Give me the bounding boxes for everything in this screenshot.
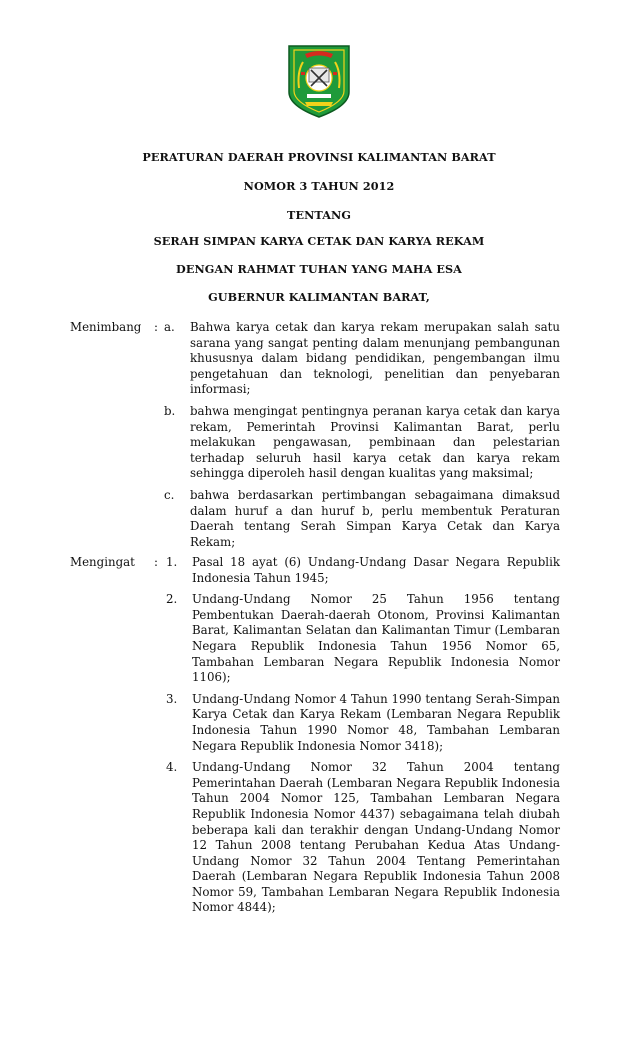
- regulation-number: NOMOR 3 TAHUN 2012: [243, 179, 395, 193]
- regulation-title: PERATURAN DAERAH PROVINSI KALIMANTAN BARAT: [142, 150, 496, 164]
- item-marker: c.: [164, 487, 175, 502]
- item-text: Undang-Undang Nomor 4 Tahun 1990 tentang Serah-Simpan Karya Cetak dan Karya Rekam (Lembaran Negara Republik Indonesia Tahun 1990 Nomor 48, Tambahan Lembaran Negara Republik Indonesia Nomor 3418);: [192, 691, 560, 753]
- regulation-subject: SERAH SIMPAN KARYA CETAK DAN KARYA REKAM: [153, 234, 485, 248]
- list-item: [166, 692, 560, 754]
- item-marker: 1.: [166, 555, 178, 569]
- list-item: [166, 555, 560, 586]
- item-marker: 2.: [166, 592, 178, 607]
- issuer: GUBERNUR KALIMANTAN BARAT,: [208, 290, 430, 304]
- list-item: [164, 404, 560, 482]
- menimbang-label: Menimbang: [70, 320, 142, 334]
- list-item: [166, 592, 560, 686]
- item-marker: a.: [164, 320, 175, 334]
- invocation: DENGAN RAHMAT TUHAN YANG MAHA ESA: [176, 262, 462, 276]
- item-marker: b.: [164, 403, 176, 418]
- mengingat-colon: :: [154, 555, 158, 569]
- regulation-about: TENTANG: [287, 208, 351, 222]
- item-text: Pasal 18 ayat (6) Undang-Undang Dasar Negara Republik Indonesia Tahun 1945;: [192, 555, 560, 585]
- item-text: Undang-Undang Nomor 32 Tahun 2004 tentang Pemerintahan Daerah (Lembaran Negara Republik Indonesia Tahun 2004 Nomor 125, Tambahan Lembaran Negara Republik Indonesia Nomor 4437) sebagaimana telah diubah beberapa kali dan terakhir dengan Undang-Undang Nomor 12 Tahun 2008 tentang Perubahan Kedua Atas Undang-Undang Nomor 32 Tahun 2004 Tentang Pemerintahan Daerah (Lembaran Negara Republik Indonesia Tahun 2008 Nomor 59, Tambahan Lembaran Negara Republik Indonesia Nomor 4844);: [192, 760, 560, 915]
- provincial-coat-of-arms-icon: [285, 42, 353, 120]
- item-marker: 4.: [166, 760, 178, 775]
- list-item: [166, 760, 560, 916]
- item-text: Bahwa karya cetak dan karya rekam merupakan salah satu sarana yang sangat penting dalam menunjang pembangunan khususnya dalam bidang pendidikan, pengembangan ilmu pengetahuan dan teknologi, penelitian dan penyebaran informasi;: [190, 320, 560, 397]
- item-text: bahwa mengingat pentingnya peranan karya cetak dan karya rekam, Pemerintah Provinsi Kalimantan Barat, perlu melakukan pengawasan, pembinaan dan pelestarian terhadap seluruh hasil karya cetak dan karya rekam sehingga diperoleh hasil dengan kualitas yang maksimal;: [190, 403, 560, 481]
- mengingat-label: Mengingat: [70, 555, 135, 569]
- menimbang-colon: :: [154, 320, 158, 334]
- list-item: [164, 320, 560, 398]
- list-item: [164, 488, 560, 550]
- item-marker: 3.: [166, 691, 178, 706]
- item-text: Undang-Undang Nomor 25 Tahun 1956 tentang Pembentukan Daerah-daerah Otonom, Provinsi Kalimantan Barat, Kalimantan Selatan dan Kalimantan Timur (Lembaran Negara Republik Indonesia Tahun 1956 Nomor 65, Tambahan Lembaran Negara Republik Indonesia Nomor 1106);: [192, 592, 560, 685]
- item-text: bahwa berdasarkan pertimbangan sebagaimana dimaksud dalam huruf a dan huruf b, perlu membentuk Peraturan Daerah tentang Serah Simpan Karya Cetak dan Karya Rekam;: [190, 487, 560, 549]
